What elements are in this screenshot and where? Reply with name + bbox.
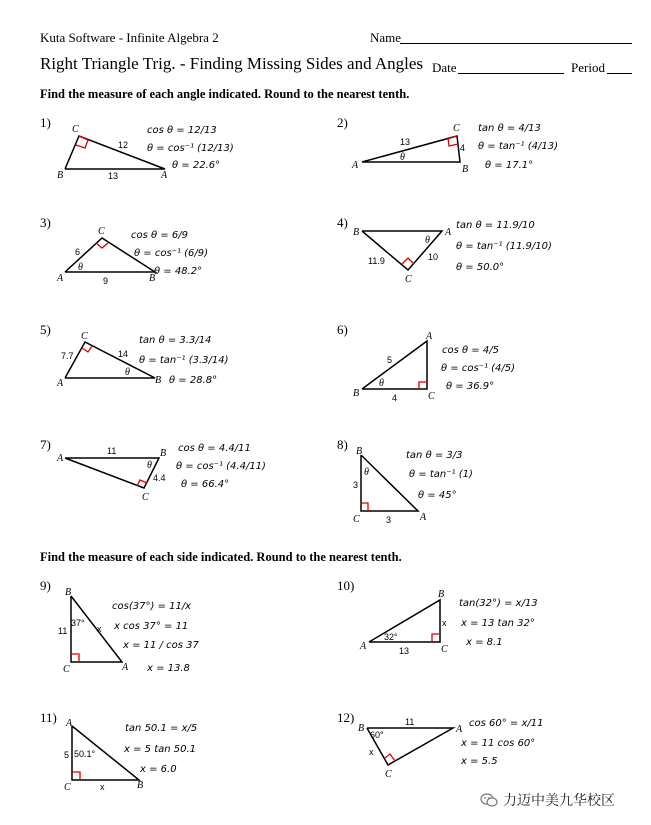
vertex-label: B [438,589,445,600]
triangle-diagram [355,716,470,781]
triangle-diagram [350,222,460,287]
angle-label: θ [147,460,152,471]
work-line: cos θ = 6/9 [131,230,188,241]
work-line: x = 11 / cos 37 [123,640,199,651]
vertex-label: B [353,227,360,238]
problem-number: 10) [337,578,355,593]
vertex-label: A [57,453,64,464]
side-label: 11 [107,446,117,456]
wechat-icon [480,792,498,808]
date-label: Date [432,60,457,75]
angle-label: θ [364,467,369,478]
vertex-label: B [358,723,365,734]
work-line: θ = 50.0° [456,262,505,273]
vertex-label: C [405,274,412,285]
side-label: 13 [400,137,411,147]
triangle-diagram [355,586,465,656]
work-line: x = 5.5 [461,756,498,767]
work-line: θ = cos⁻¹ (4/5) [441,363,516,374]
vertex-label: B [137,780,144,791]
vertex-label: B [155,375,162,386]
side-label: 4 [392,393,398,403]
side-label: 10 [428,252,439,262]
vertex-label: C [353,514,360,525]
work-line: θ = 45° [418,490,457,501]
vertex-label: C [63,664,70,675]
side-label: 5 [64,750,70,760]
problem-number: 11) [40,710,57,725]
work-line: θ = cos⁻¹ (6/9) [134,248,209,259]
period-field-line[interactable] [607,73,632,74]
vertex-label: B [57,170,64,181]
side-label: 4 [460,143,466,153]
problem-number: 5) [40,322,51,337]
vertex-label: C [64,782,71,793]
date-field-line[interactable] [458,73,564,74]
work-line: θ = 28.8° [169,375,218,386]
work-line: tan θ = 4/13 [478,123,541,134]
vertex-label: B [462,164,469,175]
vertex-label: A [57,378,64,389]
work-line: x = 8.1 [466,637,503,648]
side-label: 11.9 [368,256,385,266]
side-label: 6 [75,247,81,257]
angle-label: 37° [71,618,85,628]
vertex-label: A [122,662,129,673]
problem-number: 9) [40,578,51,593]
side-label: 11 [405,717,415,727]
work-line: θ = 17.1° [485,160,534,171]
problem-number: 12) [337,710,355,725]
side-label: 7.7 [61,351,74,361]
side-label: 4.4 [153,473,166,483]
angle-label: θ [400,152,405,163]
vertex-label: C [441,644,448,655]
vertex-label: B [149,273,156,284]
vertex-label: A [161,170,168,181]
vertex-label: B [356,446,363,457]
vertex-label: C [72,124,79,135]
work-line: cos θ = 4.4/11 [178,443,251,454]
vertex-label: A [420,512,427,523]
vertex-label: B [160,448,167,459]
side-label: 12 [118,140,129,150]
vertex-label: B [353,388,360,399]
angle-label: 32° [384,632,398,642]
vertex-label: C [428,391,435,402]
work-line: θ = 36.9° [446,381,495,392]
vertex-label: C [81,331,88,342]
period-label: Period [571,60,605,75]
work-line: θ = 48.2° [154,266,203,277]
angle-label: θ [379,378,384,389]
vertex-label: A [360,641,367,652]
name-field-line[interactable] [400,43,632,44]
side-label: 13 [399,646,410,656]
work-line: θ = 22.6° [172,160,221,171]
work-line: cos 60° = x/11 [469,718,544,729]
work-line: tan θ = 3.3/14 [139,335,212,346]
triangle-diagram [350,330,450,405]
side-label: 3 [386,515,392,525]
publisher: Kuta Software - Infinite Algebra 2 [40,30,219,45]
work-line: θ = 66.4° [181,479,230,490]
angle-label: 60° [370,730,384,740]
page-title: Right Triangle Trig. - Finding Missing Sides and Angles [40,54,424,73]
work-line: cos θ = 4/5 [442,345,499,356]
work-line: x = 11 cos 60° [461,738,536,749]
side-label: 11 [58,626,68,636]
work-line: x = 13 tan 32° [461,618,535,629]
side-label: x [442,618,447,628]
vertex-label: A [57,273,64,284]
angle-label: θ [78,262,83,273]
vertex-label: C [385,769,392,780]
watermark-text: 力迈中美九华校区 [503,793,615,809]
work-line: tan θ = 11.9/10 [456,220,535,231]
triangle-diagram [55,444,170,504]
work-line: θ = tan⁻¹ (3.3/14) [139,355,229,366]
work-line: cos θ = 12/13 [147,125,217,136]
work-line: x = 5 tan 50.1 [124,744,197,755]
problem-number: 1) [40,115,51,130]
work-line: θ = cos⁻¹ (4.4/11) [176,461,266,472]
work-line: x = 6.0 [140,764,177,775]
angle-label: θ [125,367,130,378]
side-label: 9 [103,276,109,286]
problem-number: 6) [337,322,348,337]
side-label: x [369,747,374,757]
problem-number: 8) [337,437,348,452]
side-label: 3 [353,480,359,490]
section-sides-instruction: Find the measure of each side indicated. Round to the nearest tenth. [40,550,402,564]
angle-label: 50.1° [74,749,96,759]
work-line: tan θ = 3/3 [406,450,463,461]
vertex-label: C [98,226,105,237]
work-line: x = 13.8 [147,663,190,674]
vertex-label: C [453,123,460,134]
vertex-label: A [66,718,73,729]
triangle-diagram [350,120,480,175]
problem-number: 7) [40,437,51,452]
problem-number: 4) [337,215,348,230]
work-line: x cos 37° = 11 [114,621,189,632]
work-line: θ = tan⁻¹ (11.9/10) [456,241,552,252]
side-label: 13 [108,171,119,181]
work-line: θ = cos⁻¹ (12/13) [147,143,234,154]
problem-number: 3) [40,215,51,230]
problem-number: 2) [337,115,348,130]
side-label: 14 [118,349,129,359]
side-label: x [97,624,102,634]
vertex-label: A [456,724,463,735]
angle-label: θ [425,235,430,246]
side-label: x [100,782,105,792]
section-angles-instruction: Find the measure of each angle indicated. Round to the nearest tenth. [40,87,410,101]
side-label: 5 [387,355,393,365]
vertex-label: A [426,331,433,342]
work-line: θ = tan⁻¹ (1) [409,469,473,480]
vertex-label: B [65,587,72,598]
vertex-label: C [142,492,149,503]
vertex-label: A [352,160,359,171]
work-line: θ = tan⁻¹ (4/13) [478,141,558,152]
work-line: tan 50.1 = x/5 [125,723,198,734]
work-line: tan(32°) = x/13 [459,598,538,609]
work-line: cos(37°) = 11/x [112,601,192,612]
vertex-label: A [445,227,452,238]
name-label: Name [370,30,402,45]
